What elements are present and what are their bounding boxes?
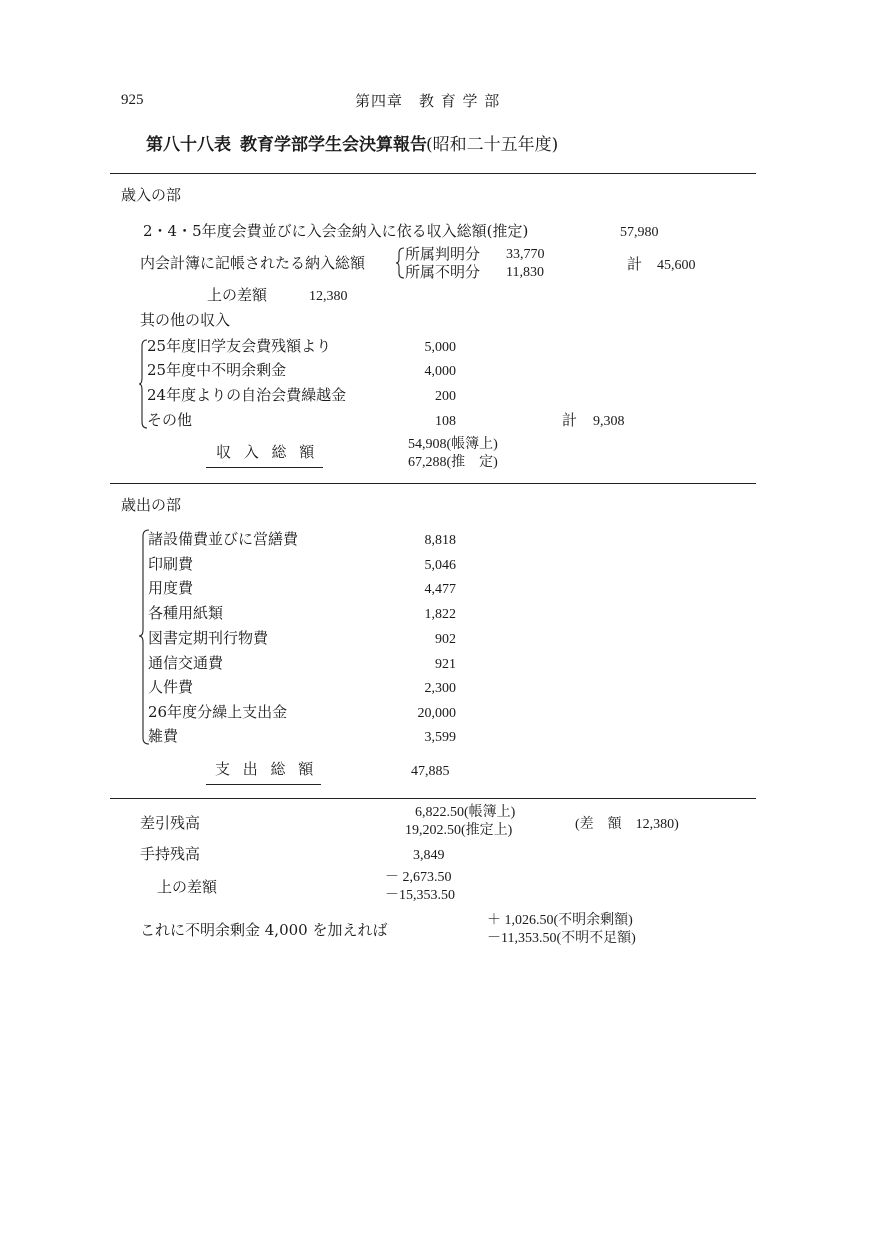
revenue-heading: 歳入の部 bbox=[121, 186, 182, 204]
summary-balance-est: 19,202.50(推定上) bbox=[405, 823, 513, 838]
expenditure-item-label: 図書定期刊行物費 bbox=[148, 629, 269, 647]
expenditure-item-value: 4,477 bbox=[424, 582, 456, 597]
revenue-line2-total-label: 計 bbox=[627, 255, 643, 273]
expenditure-item-value: 5,046 bbox=[424, 558, 456, 573]
revenue-diff-label: 上の差額 bbox=[207, 286, 268, 304]
table-year: (昭和二十五年度) bbox=[426, 135, 559, 155]
revenue-line2-label: 内会計簿に記帳されたる納入総額 bbox=[140, 254, 366, 272]
expenditure-heading: 歳出の部 bbox=[121, 496, 182, 514]
summary-diff-value2: －15,353.50 bbox=[385, 888, 455, 903]
table-title: 教育学部学生会決算報告 bbox=[240, 135, 427, 155]
revenue-sub1-label: 所属判明分 bbox=[405, 245, 481, 263]
revenue-other-item-value: 200 bbox=[435, 389, 456, 404]
expenditure-item-value: 902 bbox=[435, 632, 456, 647]
revenue-other-item-value: 5,000 bbox=[424, 340, 456, 355]
expenditure-item-label: 諸設備費並びに営繕費 bbox=[148, 530, 299, 548]
summary-balance-diff: (差 額 12,380) bbox=[575, 817, 679, 832]
revenue-diff-value: 12,380 bbox=[309, 289, 348, 304]
revenue-rule bbox=[110, 483, 756, 484]
expenditure-item-label: 用度費 bbox=[148, 579, 194, 597]
revenue-other-item-label: 25年度中不明余剰金 bbox=[147, 361, 287, 379]
summary-adjust-value2: －11,353.50(不明不足額) bbox=[487, 931, 636, 946]
summary-balance-label: 差引残高 bbox=[140, 814, 201, 832]
expenditure-item-label: 26年度分繰上支出金 bbox=[148, 703, 288, 721]
expenditure-item-value: 1,822 bbox=[424, 607, 456, 622]
revenue-total-label: 収 入 総 額 bbox=[216, 443, 319, 461]
revenue-line2-total-value: 45,600 bbox=[657, 258, 696, 273]
summary-adjust-value1: ＋ 1,026.50(不明余剰額) bbox=[487, 913, 633, 928]
summary-diff-label: 上の差額 bbox=[157, 878, 218, 896]
table-number: 第八十八表 bbox=[146, 135, 231, 155]
revenue-sub1-value: 33,770 bbox=[506, 247, 545, 262]
revenue-total-book: 54,908(帳簿上) bbox=[408, 437, 498, 452]
expenditure-item-label: 人件費 bbox=[148, 678, 194, 696]
expenditure-item-value: 921 bbox=[435, 657, 456, 672]
revenue-other-item-label: 24年度よりの自治会費繰越金 bbox=[147, 386, 347, 404]
revenue-total-underline bbox=[206, 467, 323, 468]
expenditure-total-label: 支 出 総 額 bbox=[215, 760, 318, 778]
summary-cash-label: 手持残高 bbox=[140, 845, 201, 863]
revenue-line1-value: 57,980 bbox=[620, 225, 659, 240]
expenditure-total-underline bbox=[206, 784, 321, 785]
expenditure-total-value: 47,885 bbox=[411, 764, 450, 779]
revenue-other-item-value: 4,000 bbox=[424, 364, 456, 379]
page-number: 925 bbox=[121, 92, 144, 108]
expenditure-rule bbox=[110, 798, 756, 799]
expenditure-item-value: 8,818 bbox=[424, 533, 456, 548]
revenue-other-item-label: その他 bbox=[147, 411, 193, 429]
summary-adjust-label: これに不明余剰金 4,000 を加えれば bbox=[140, 921, 388, 939]
expenditure-item-label: 印刷費 bbox=[148, 555, 194, 573]
summary-cash-value: 3,849 bbox=[413, 848, 445, 863]
expenditure-item-label: 各種用紙類 bbox=[148, 604, 224, 622]
summary-balance-book: 6,822.50(帳簿上) bbox=[415, 805, 516, 820]
revenue-other-total-label: 計 bbox=[562, 411, 578, 429]
expenditure-item-label: 雑費 bbox=[148, 727, 179, 745]
expenditure-item-label: 通信交通費 bbox=[148, 654, 224, 672]
revenue-other-item-label: 25年度旧学友会費残額より bbox=[147, 337, 332, 355]
revenue-sub2-value: 11,830 bbox=[506, 265, 544, 280]
revenue-other-heading: 其の他の収入 bbox=[140, 311, 231, 329]
summary-diff-value1: － 2,673.50 bbox=[385, 870, 452, 885]
revenue-total-est: 67,288(推 定) bbox=[408, 455, 498, 470]
expenditure-item-value: 20,000 bbox=[417, 706, 456, 721]
revenue-other-total-value: 9,308 bbox=[593, 414, 625, 429]
revenue-other-item-value: 108 bbox=[435, 414, 456, 429]
revenue-line1-label: 2・4・5年度会費並びに入会金納入に依る収入総額(推定) bbox=[143, 222, 529, 240]
expenditure-item-value: 2,300 bbox=[424, 681, 456, 696]
top-rule bbox=[110, 173, 756, 174]
expenditure-item-value: 3,599 bbox=[424, 730, 456, 745]
chapter-heading: 第四章 教 育 学 部 bbox=[355, 92, 501, 110]
revenue-sub2-label: 所属不明分 bbox=[405, 263, 481, 281]
revenue-line2-brace bbox=[395, 247, 405, 279]
